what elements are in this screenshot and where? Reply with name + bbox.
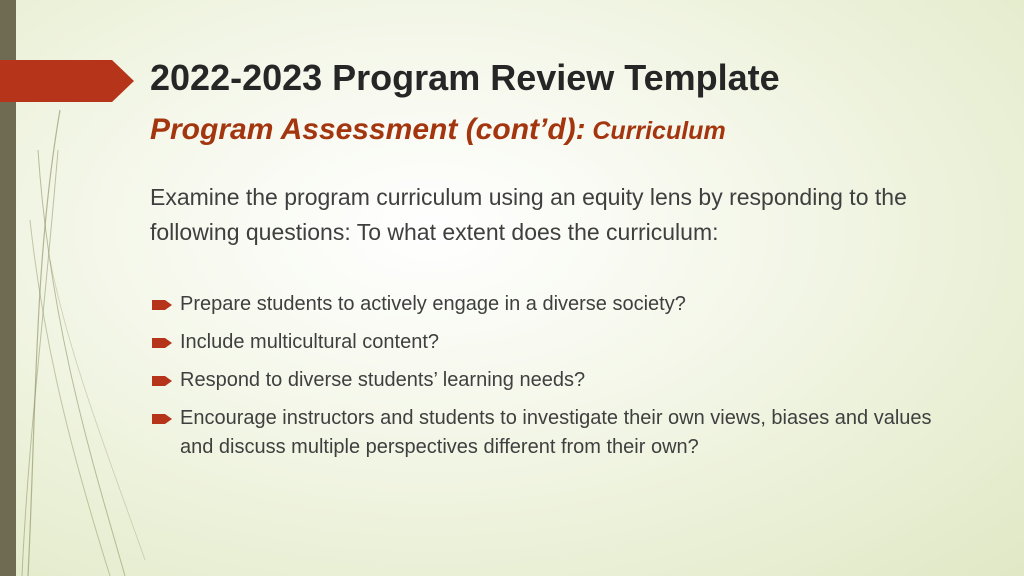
arrow-bullet-icon xyxy=(152,337,172,349)
arrow-bullet-icon xyxy=(152,375,172,387)
arrow-bullet-icon xyxy=(152,299,172,311)
list-item xyxy=(150,404,960,462)
slide-subtitle xyxy=(150,113,726,147)
slide-title: 2022-2023 Program Review Template xyxy=(150,57,780,98)
bullet-text: Include multicultural content? xyxy=(180,331,440,353)
list-item xyxy=(150,366,960,395)
bullet-text: Prepare students to actively engage in a diverse society? xyxy=(180,293,686,315)
intro-paragraph: Examine the program curriculum using an equity lens by responding to the following questions: To what extent does the curriculum: xyxy=(150,184,907,245)
subtitle-sub: Curriculum xyxy=(592,117,726,145)
arrow-bullet-icon xyxy=(152,413,172,425)
list-item xyxy=(150,290,960,319)
bullet-text: Encourage instructors and students to investigate their own views, biases and values and discuss multiple perspectives different from their own? xyxy=(180,407,932,458)
list-item xyxy=(150,328,960,357)
bullet-text: Respond to diverse students’ learning needs? xyxy=(180,369,586,391)
title-arrow-marker xyxy=(0,60,134,102)
bullet-list xyxy=(150,290,960,471)
subtitle-main: Program Assessment (cont’d): xyxy=(150,113,586,146)
